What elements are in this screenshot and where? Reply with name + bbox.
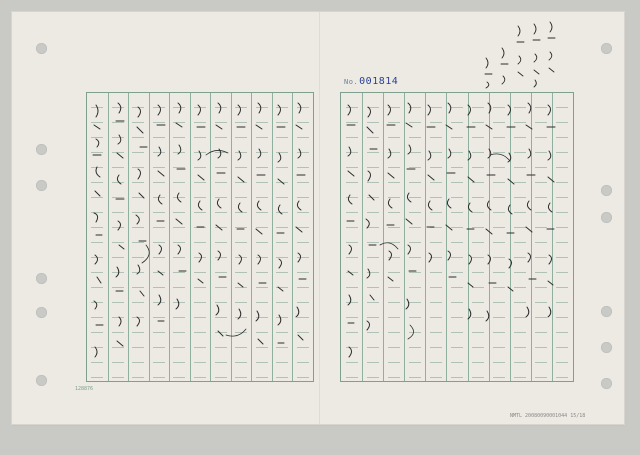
archive-code: NMTL 20080090001044 15/18: [510, 413, 586, 419]
punch-hole: [601, 212, 612, 223]
punch-hole: [36, 307, 47, 318]
punch-hole: [601, 306, 612, 317]
punch-hole: [36, 43, 47, 54]
handwriting-left-page: [86, 95, 312, 380]
serial-prefix: No.: [344, 78, 359, 86]
punch-hole: [601, 43, 612, 54]
serial-number: [344, 76, 398, 87]
punch-hole: [36, 375, 47, 386]
punch-hole: [601, 342, 612, 353]
margin-notes-handwriting: [468, 18, 566, 90]
sheet-mark: 128876: [75, 386, 94, 392]
punch-hole: [36, 144, 47, 155]
punch-hole: [36, 273, 47, 284]
serial-digits: 001814: [359, 76, 399, 87]
punch-hole: [601, 185, 612, 196]
punch-hole: [36, 180, 47, 191]
punch-hole: [601, 378, 612, 389]
handwriting-right-page: [340, 95, 572, 380]
page-fold: [319, 12, 320, 424]
